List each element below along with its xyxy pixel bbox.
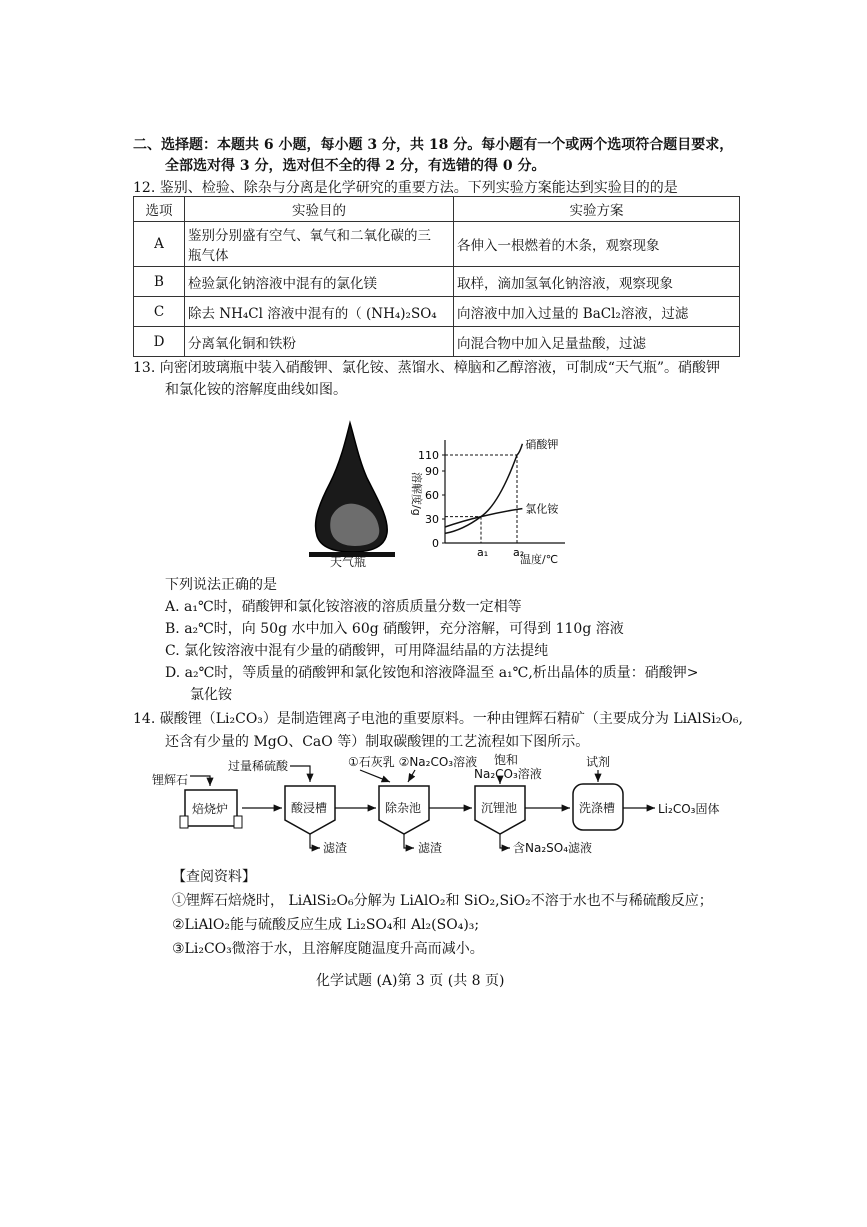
q13-option-d-line2: 氯化铵 — [190, 687, 232, 703]
x-axis-label: 温度/℃ — [520, 553, 559, 566]
goal-line: 鉴别分别盛有空气、氧气和二氧化碳的三 — [188, 228, 431, 244]
goal-cell: 除去 NH₄Cl 溶液中混有的（ (NH₄)₂SO₄ — [185, 297, 454, 327]
y-tick-label: 90 — [425, 465, 439, 478]
waste-arrow — [500, 834, 510, 848]
plan-cell: 取样，滴加氢氧化钠溶液，观察现象 — [454, 267, 740, 297]
furnace-label: 焙烧炉 — [192, 802, 229, 816]
input-arrow — [190, 776, 210, 786]
option-c: C — [134, 297, 185, 327]
series-line — [445, 444, 522, 534]
goal-line: 瓶气体 — [188, 248, 229, 264]
series-line — [445, 509, 522, 527]
q13-stem-line2: 和氯化铵的溶解度曲线如图。 — [165, 382, 347, 398]
furnace-roller-icon — [234, 816, 242, 828]
q12-stem: 12. 鉴别、检验、除杂与分离是化学研究的重要方法。下列实验方案能达到实验目的的是 — [133, 180, 678, 196]
acid-label: 过量稀硫酸 — [228, 759, 289, 773]
q14-stem-line2: 还含有少量的 MgO、CaO 等）制取碳酸锂的工艺流程如下图所示。 — [165, 734, 590, 750]
x-tick-label: a₂ — [513, 546, 525, 559]
header-option: 选项 — [134, 197, 185, 222]
saturated-label: 饱和 — [494, 753, 519, 767]
y-tick-label: 30 — [425, 513, 439, 526]
acid-arrow — [290, 766, 310, 782]
reference-item-2: ②LiAlO₂能与硫酸反应生成 Li₂SO₄和 Al₂(SO₄)₃; — [172, 917, 480, 933]
waste3-label: 含Na₂SO₄滤液 — [513, 841, 593, 855]
series-label: 硝酸钾 — [525, 437, 559, 451]
q13-prompt: 下列说法正确的是 — [165, 577, 277, 593]
purify-tank-label: 除杂池 — [385, 801, 422, 815]
bottle-label: 天气瓶 — [330, 555, 367, 568]
q14-stem-line1: 14. 碳酸锂（Li₂CO₃）是制造锂离子电池的重要原料。一种由锂辉石精矿（主要成分为 LiAlSi₂O₆, — [133, 711, 743, 727]
option-a: A — [134, 222, 185, 267]
reagent-arrow — [360, 770, 390, 782]
option-b: B — [134, 267, 185, 297]
y-tick-label: 110 — [418, 449, 439, 462]
table-header-row — [134, 197, 740, 222]
wash-tank-label: 洗涤槽 — [579, 801, 616, 815]
weather-bottle-figure — [305, 418, 410, 568]
section-heading-line1: 二、选择题：本题共 6 小题，每小题 3 分，共 18 分。每小题有一个或两个选项符合题目要求， — [133, 137, 734, 153]
y-tick-label: 60 — [425, 489, 439, 502]
x-tick-label: a₁ — [477, 546, 489, 559]
waste-arrow — [310, 834, 320, 848]
reference-item-1: ①锂辉石焙烧时， LiAlSi₂O₆分解为 LiAlO₂和 SiO₂,SiO₂不溶于水也不与稀硫酸反应； — [172, 893, 713, 909]
leach-tank-label: 酸浸槽 — [291, 801, 328, 815]
goal-cell: 分离氧化铜和铁粉 — [185, 327, 454, 357]
y-tick-label: 0 — [432, 537, 439, 550]
y-axis-label: 溶解度/g — [410, 472, 423, 516]
table-row — [134, 267, 740, 297]
plan-cell: 向混合物中加入足量盐酸，过滤 — [454, 327, 740, 357]
reference-item-3: ③Li₂CO₃微溶于水，且溶解度随温度升高而减小。 — [172, 941, 484, 957]
na2co3-label: Na₂CO₃溶液 — [474, 767, 542, 781]
page-footer: 化学试题 (A)第 3 页 (共 8 页) — [316, 973, 505, 989]
series-label: 氯化铵 — [525, 502, 559, 516]
reference-title: 【查阅资料】 — [172, 869, 256, 885]
goal-cell: 检验氯化钠溶液中混有的氯化镁 — [185, 267, 454, 297]
output-label: Li₂CO₃固体 — [658, 802, 720, 816]
option-d: D — [134, 327, 185, 357]
reagent-label: 试剂 — [586, 755, 611, 769]
header-goal: 实验目的 — [185, 197, 454, 222]
lithium-tank-label: 沉锂池 — [481, 801, 518, 815]
table-row — [134, 297, 740, 327]
header-plan: 实验方案 — [454, 197, 740, 222]
q13-stem-line1: 13. 向密闭玻璃瓶中装入硝酸钾、氯化铵、蒸馏水、樟脑和乙醇溶液，可制成“天气瓶”。硝酸钾 — [133, 360, 721, 376]
table-row — [134, 222, 740, 267]
q12-table — [133, 196, 740, 357]
goal-cell — [185, 222, 454, 267]
furnace-roller-icon — [180, 816, 188, 828]
q13-option-b: B. a₂℃时，向 50g 水中加入 60g 硝酸钾，充分溶解，可得到 110g 溶液 — [165, 621, 624, 637]
impurity-reagents-label: ①石灰乳 ②Na₂CO₃溶液 — [348, 755, 478, 769]
q13-option-d-line1: D. a₂℃时，等质量的硝酸钾和氯化铵饱和溶液降温至 a₁℃,析出晶体的质量：硝酸钾> — [165, 665, 699, 681]
reagent-arrow — [408, 770, 415, 782]
waste2-label: 滤渣 — [418, 841, 443, 855]
waste1-label: 滤渣 — [323, 841, 348, 855]
table-row — [134, 327, 740, 357]
section-heading-line2: 全部选对得 3 分，选对但不全的得 2 分，有选错的得 0 分。 — [165, 158, 546, 174]
q13-option-c: C. 氯化铵溶液中混有少量的硝酸钾，可用降温结晶的方法提纯 — [165, 643, 549, 659]
process-flow-diagram — [150, 752, 730, 862]
solubility-chart — [400, 430, 575, 570]
q13-option-a: A. a₁℃时，硝酸钾和氯化铵溶液的溶质质量分数一定相等 — [165, 599, 522, 615]
plan-cell: 各伸入一根燃着的木条，观察现象 — [454, 222, 740, 267]
input-label: 锂辉石 — [152, 773, 189, 787]
plan-cell: 向溶液中加入过量的 BaCl₂溶液，过滤 — [454, 297, 740, 327]
waste-arrow — [404, 834, 414, 848]
